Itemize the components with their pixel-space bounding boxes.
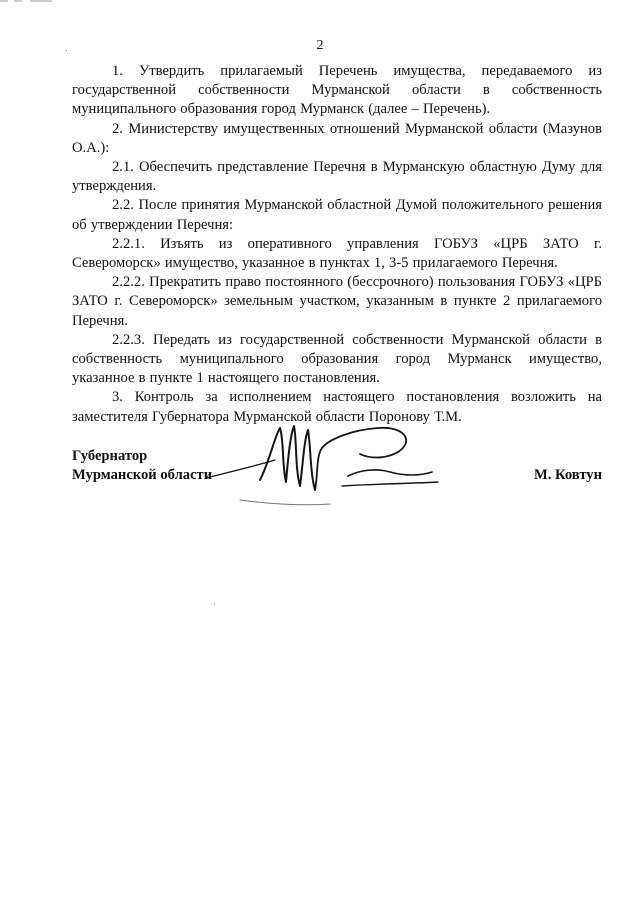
- resolution-body: [72, 62, 602, 427]
- signatory-title-line-2: Мурманской области: [72, 467, 213, 483]
- paragraph-3: 3. Контроль за исполнением настоящего постановления возложить на заместителя Губернатора Мурманской области Поронову Т.М.: [72, 389, 602, 425]
- scan-speck: [214, 604, 215, 605]
- signatory-name: М. Ковтун: [533, 467, 602, 483]
- scan-speck: [66, 50, 67, 51]
- paragraph-2: 2. Министерству имущественных отношений Мурманской области (Мазунов О.А.):: [72, 120, 602, 156]
- paragraph-2-1: 2.1. Обеспечить представление Перечня в Мурманскую областную Думу для утверждения.: [72, 159, 602, 195]
- page-number: 2: [316, 38, 324, 53]
- paragraph-2-2-3: 2.2.3. Передать из государственной собственности Мурманской области в собственность муниципального образования город Мурманск имущество, указанное в пункте 1 настоящего постановления.: [72, 331, 602, 387]
- paragraph-2-2-1: 2.2.1. Изъять из оперативного управления ГОБУЗ «ЦРБ ЗАТО г. Североморск» имущество, указанное в пунктах 1, 3-5 прилагаемого Перечня.: [72, 235, 602, 272]
- paragraph-1: 1. Утвердить прилагаемый Перечень имущества, передаваемого из государственной собственности Мурманской области в собственность муниципального образования город Мурманск (далее – Перечень).: [72, 63, 602, 118]
- paragraph-2-2: 2.2. После принятия Мурманской областной Думой положительного решения об утверждении Перечня:: [72, 197, 602, 233]
- paragraph-2-2-2: 2.2.2. Прекратить право постоянного (бессрочного) пользования ГОБУЗ «ЦРБ ЗАТО г. Североморск» земельным участком, указанным в пункте 2 прилагаемого Перечня.: [72, 274, 602, 329]
- scan-edge-mark: [0, 0, 60, 8]
- handwritten-signature: [200, 420, 460, 510]
- signatory-title-line-1: Губернатор: [72, 448, 148, 464]
